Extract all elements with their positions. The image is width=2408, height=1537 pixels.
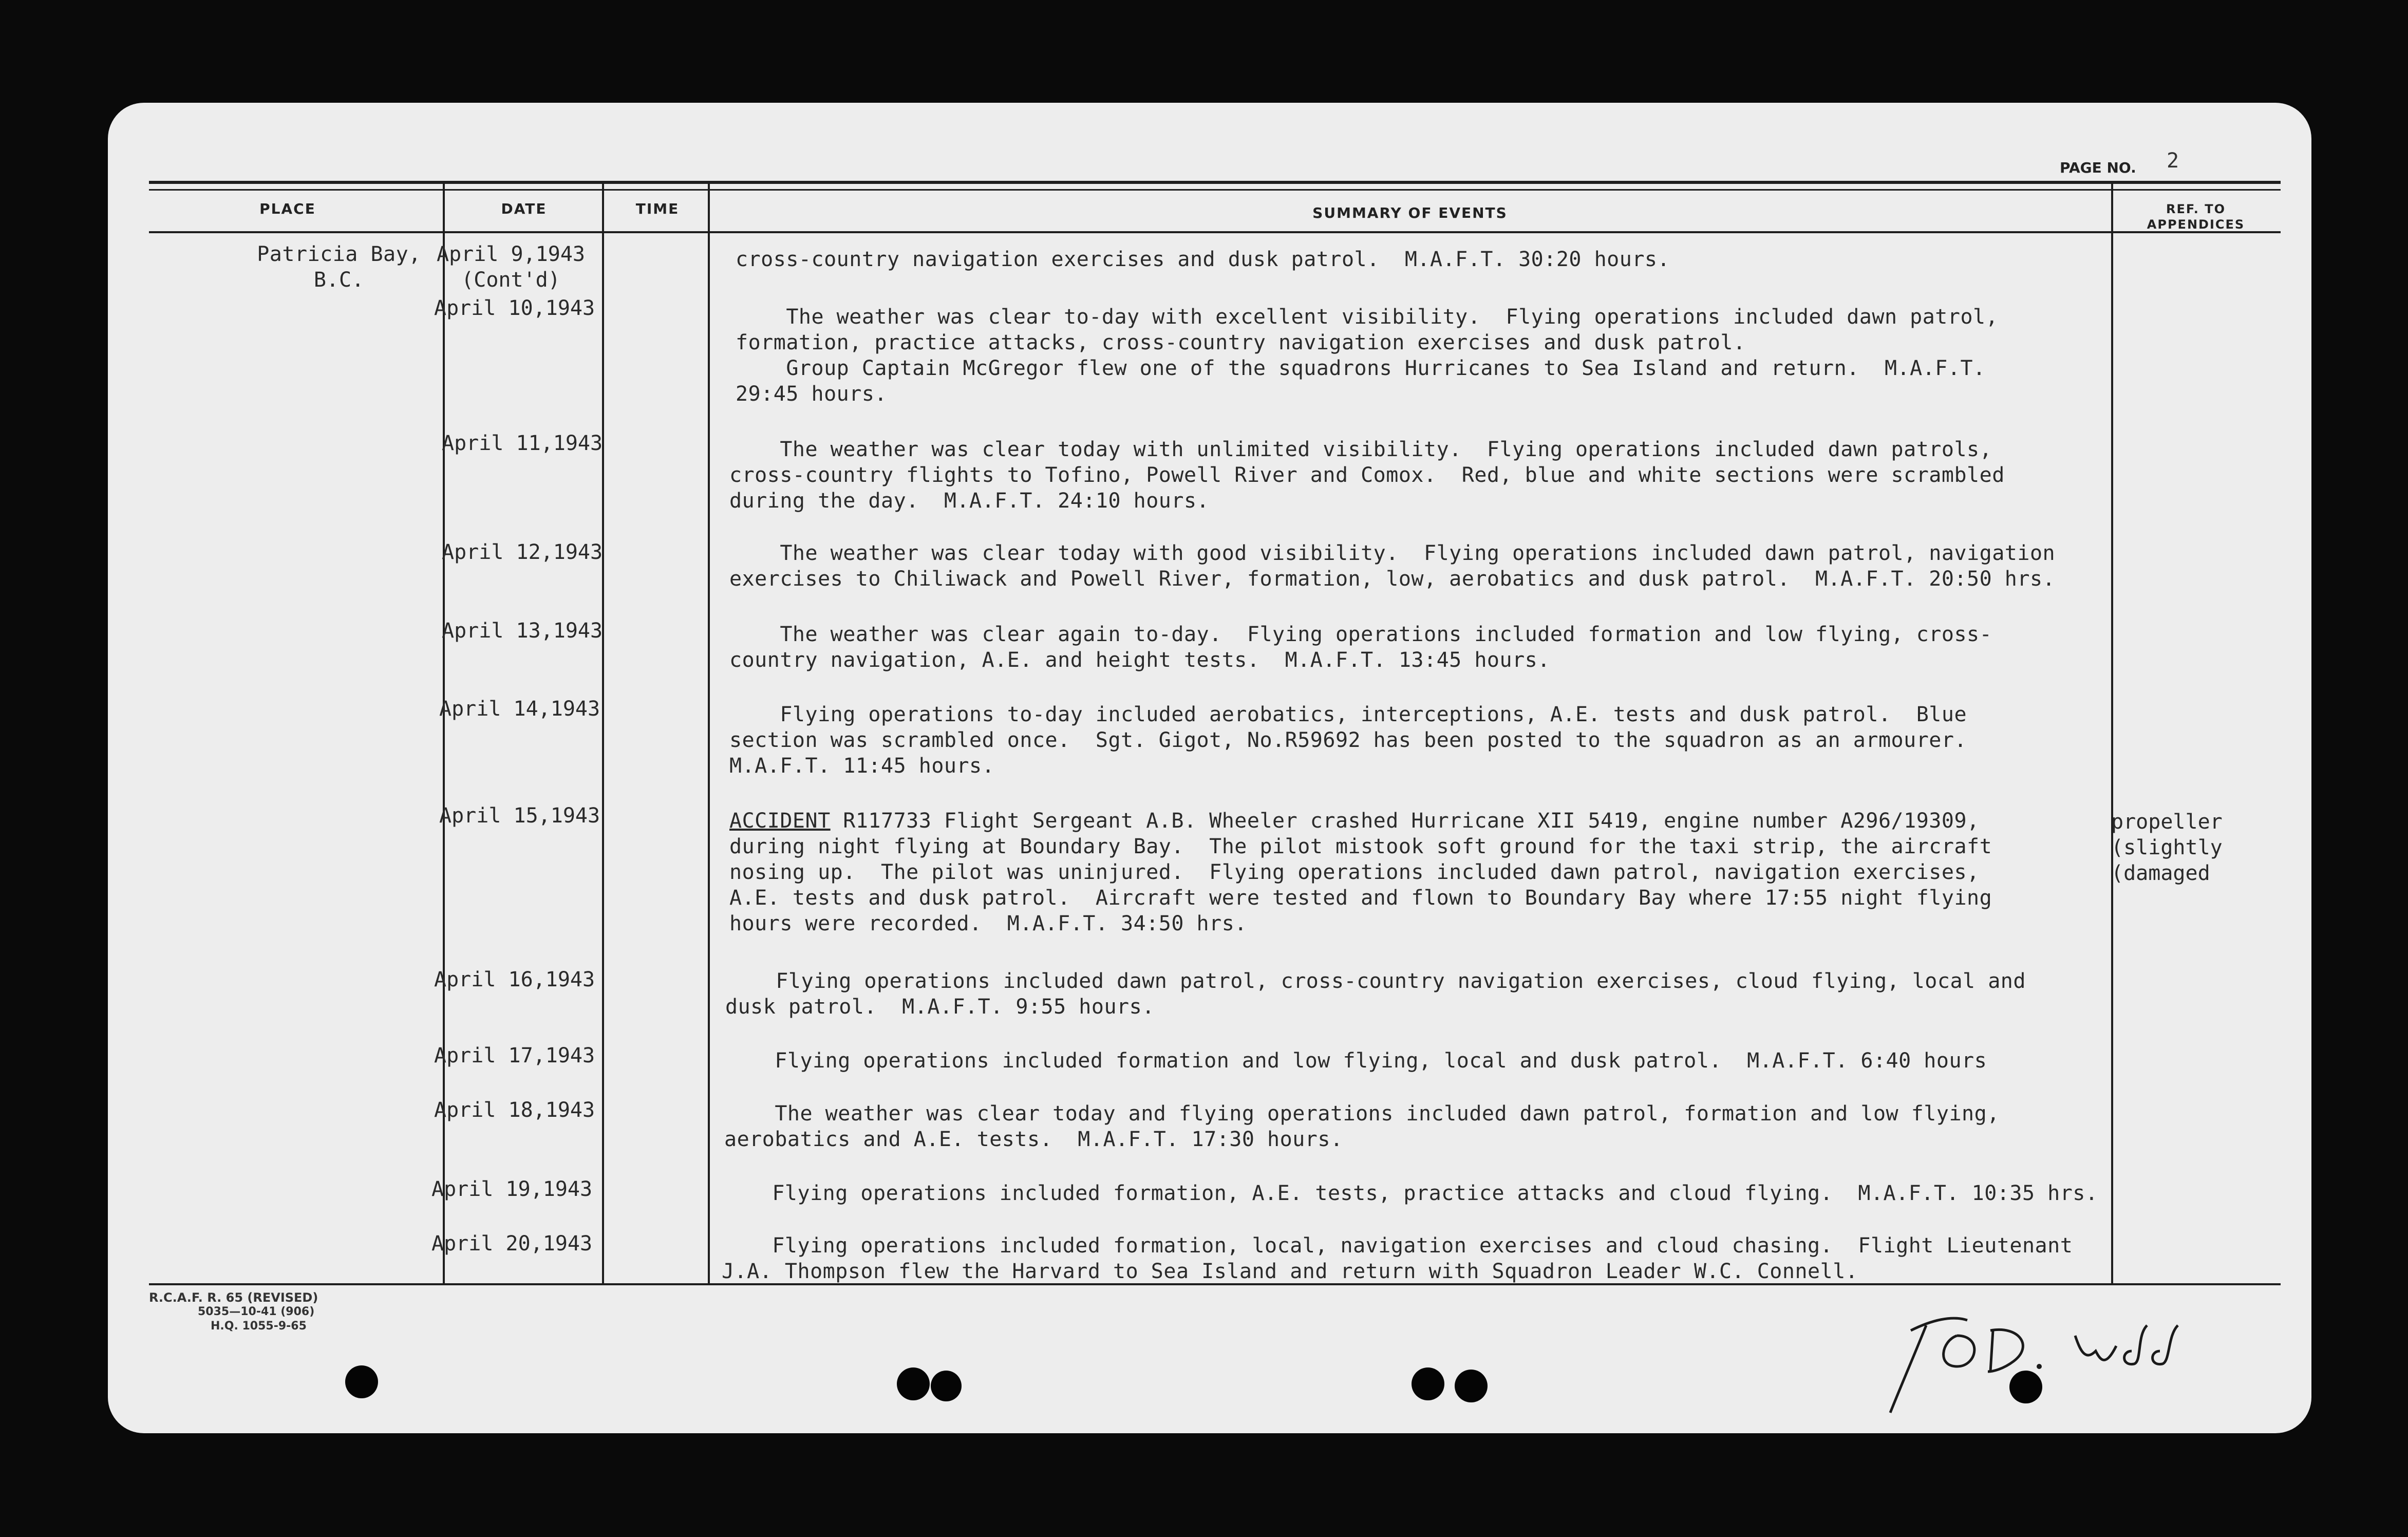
entry-summary-accident xyxy=(729,808,1992,936)
entry-date: April 14,1943 xyxy=(439,697,600,721)
entry-date: April 9,1943 (Cont'd) xyxy=(437,242,585,292)
punch-hole xyxy=(897,1367,930,1400)
entry-summary: Flying operations included dawn patrol, cross-country navigation exercises, cloud flying, local and dusk patrol. M.A.F.T. 9:55 hours. xyxy=(725,969,2026,1019)
punch-hole xyxy=(931,1371,962,1401)
page-number-label: PAGE NO. xyxy=(2060,159,2136,176)
top-rule-2 xyxy=(149,189,2281,191)
col-divider-date xyxy=(602,183,604,1285)
page-number: 2 xyxy=(2167,149,2179,173)
entry-date: April 17,1943 xyxy=(434,1044,595,1067)
entry-date: April 19,1943 xyxy=(431,1177,593,1201)
form-print-code: 5035—10-41 (906) xyxy=(198,1305,315,1318)
col-divider-time xyxy=(708,183,710,1285)
entry-date: April 12,1943 xyxy=(442,540,603,564)
header-summary: SUMMARY OF EVENTS xyxy=(1312,204,1508,221)
entry-summary: The weather was clear to-day with excellent visibility. Flying operations included dawn patrol, formation, practice attacks, cross-country navigation exercises and dusk patrol. Group Captain McGregor flew one of the squadrons Hurricanes to Sea Island and return. M.A.F.T. 29:45 hours. xyxy=(736,305,1999,406)
appendix-ref: propeller (slightly (damaged xyxy=(2111,810,2223,885)
form-hq-code: H.Q. 1055-9-65 xyxy=(211,1320,307,1333)
form-identifier xyxy=(149,1290,318,1334)
entry-date: April 11,1943 xyxy=(442,432,603,455)
header-date: DATE xyxy=(501,200,547,217)
col-divider-summary xyxy=(2111,183,2113,1285)
header-time: TIME xyxy=(635,200,680,217)
top-rule xyxy=(149,181,2281,184)
entry-summary: Flying operations to-day included aerobatics, interceptions, A.E. tests and dusk patrol. Blue section was scrambled once. Sgt. Gigot, No.R59692 has been posted to the squadron as an armourer. M.A.F.T. 11:45 hours. xyxy=(729,703,1967,778)
punch-hole xyxy=(345,1365,378,1398)
entry-date: April 13,1943 xyxy=(442,619,603,643)
entry-summary: The weather was clear again to-day. Flying operations included formation and low flying, cross- country navigation, A.E. and height tests. M.A.F.T. 13:45 hours. xyxy=(729,623,1992,672)
entry-date: April 15,1943 xyxy=(439,804,600,828)
header-rule xyxy=(149,231,2281,233)
header-ref: REF. TO APPENDICES xyxy=(2147,202,2245,232)
entry-summary: The weather was clear today and flying operations included dawn patrol, formation and low flying, aerobatics and A.E. tests. M.A.F.T. 17:30 hours. xyxy=(724,1102,2000,1151)
entry-date: April 16,1943 xyxy=(434,968,595,991)
entry-date: April 10,1943 xyxy=(434,296,595,320)
entry-summary: The weather was clear today with good visibility. Flying operations included dawn patrol, navigation exercises to Chiliwack and Powell River, formation, low, aerobatics and dusk patrol. M.A.F.T. 20:50 hrs. xyxy=(729,541,2056,591)
punch-hole xyxy=(1412,1367,1444,1400)
accident-label: ACCIDENT xyxy=(729,809,831,833)
entry-summary: Flying operations included formation and low flying, local and dusk patrol. M.A.F.T. 6:40 hours xyxy=(724,1049,1987,1073)
entry-date: April 20,1943 xyxy=(431,1232,593,1255)
entry-summary: cross-country navigation exercises and dusk patrol. M.A.F.T. 30:20 hours. xyxy=(736,248,1670,271)
accident-text: R117733 Flight Sergeant A.B. Wheeler crashed Hurricane XII 5419, engine number A296/19309, during night flying at Boundary Bay. The pilot mistook soft ground for the taxi strip, the aircraft nosing up. The pilot was uninjured. Flying operations included dawn patrol, navigation exercises, A.E. tests and dusk patrol. Aircraft were tested and flown to Boundary Bay where 17:55 night flying hours were recorded. M.A.F.T. 34:50 hrs. xyxy=(729,809,1992,935)
entry-summary: The weather was clear today with unlimited visibility. Flying operations included dawn patrols, cross-country flights to Tofino, Powell River and Comox. Red, blue and white sections were scrambled during the day. M.A.F.T. 24:10 hours. xyxy=(729,438,2005,513)
form-number: R.C.A.F. R. 65 (REVISED) xyxy=(149,1290,318,1305)
header-place: PLACE xyxy=(259,200,316,217)
place: Patricia Bay, B.C. xyxy=(257,242,421,292)
handwritten-initials-signature xyxy=(1880,1305,2209,1418)
entry-summary: Flying operations included formation, local, navigation exercises and cloud chasing. Flight Lieutenant J.A. Thompson flew the Harvard to Sea Island and return with Squadron Leader W.C. Connell. xyxy=(722,1234,2073,1283)
entry-summary: Flying operations included formation, A.E. tests, practice attacks and cloud flying. M.A.F.T. 10:35 hrs. xyxy=(722,1182,2098,1205)
punch-hole xyxy=(1455,1370,1488,1402)
entry-date: April 18,1943 xyxy=(434,1098,595,1122)
